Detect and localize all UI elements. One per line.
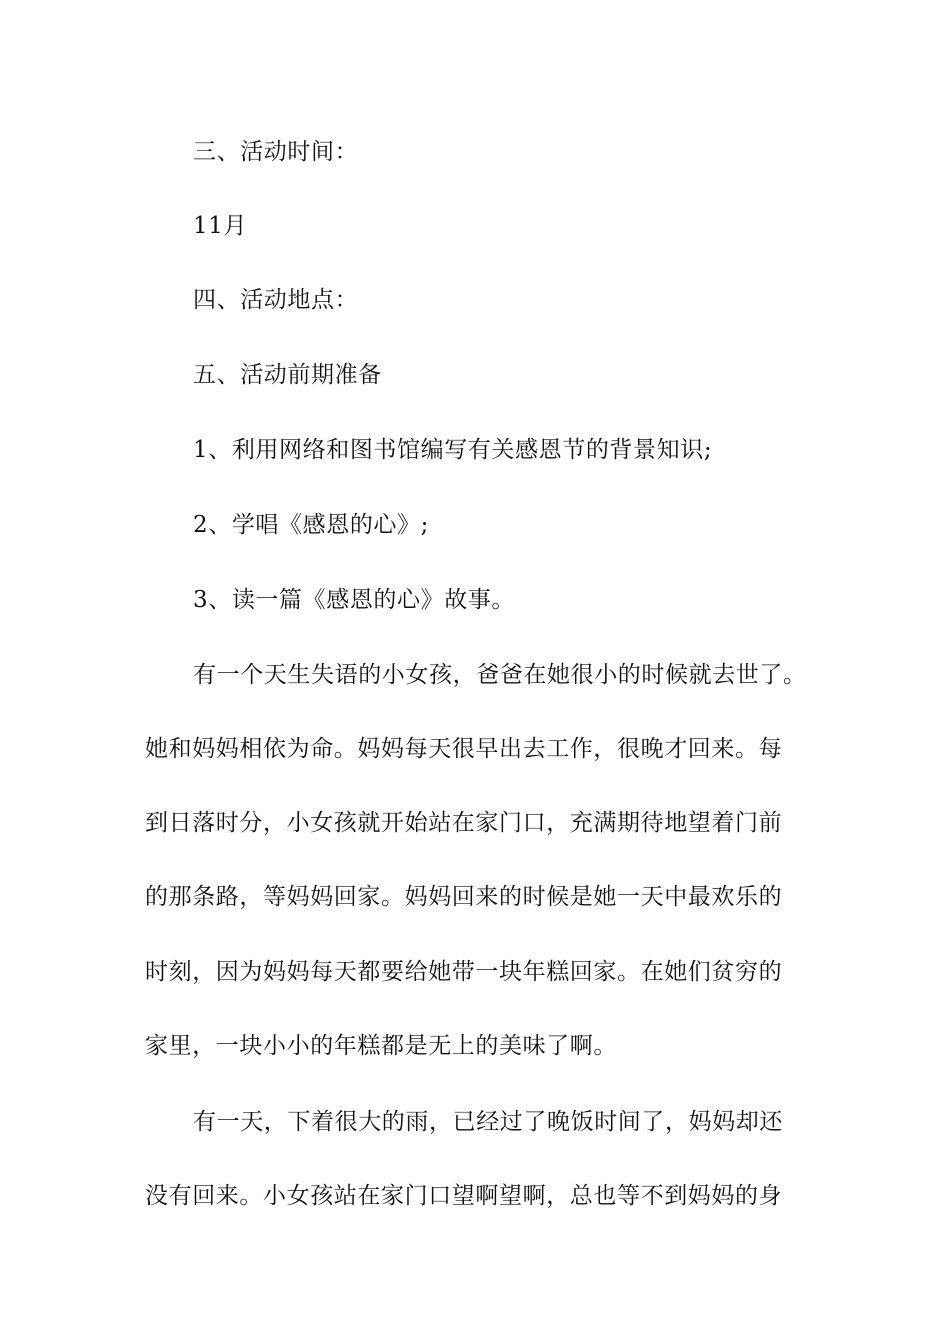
section-heading-location: 四、活动地点： — [193, 287, 359, 313]
section-heading-time: 三、活动时间： — [193, 139, 359, 165]
paragraph-line: 有一个天生失语的小女孩，爸爸在她很小的时候就去世了。 — [193, 662, 807, 688]
list-item: 3、读一篇《感恩的心》故事。 — [193, 587, 516, 613]
list-item: 2、学唱《感恩的心》; — [193, 512, 429, 538]
paragraph-line: 家里，一块小小的年糕都是无上的美味了啊。 — [145, 1033, 617, 1059]
paragraph-line: 她和妈妈相依为命。妈妈每天很早出去工作，很晚才回来。每 — [145, 736, 783, 762]
section-heading-preparation: 五、活动前期准备 — [193, 362, 382, 388]
paragraph-line: 到日落时分，小女孩就开始站在家门口，充满期待地望着门前 — [145, 810, 783, 836]
paragraph-line: 的那条路，等妈妈回家。妈妈回来的时候是她一天中最欢乐的 — [145, 884, 783, 910]
time-value: 11月 — [193, 213, 248, 239]
paragraph-line: 没有回来。小女孩站在家门口望啊望啊，总也等不到妈妈的身 — [145, 1183, 783, 1209]
paragraph-line: 时刻，因为妈妈每天都要给她带一块年糕回家。在她们贫穷的 — [145, 959, 783, 985]
paragraph-line: 有一天，下着很大的雨，已经过了晚饭时间了，妈妈却还 — [193, 1109, 783, 1135]
list-item: 1、利用网络和图书馆编写有关感恩节的背景知识; — [193, 437, 713, 463]
